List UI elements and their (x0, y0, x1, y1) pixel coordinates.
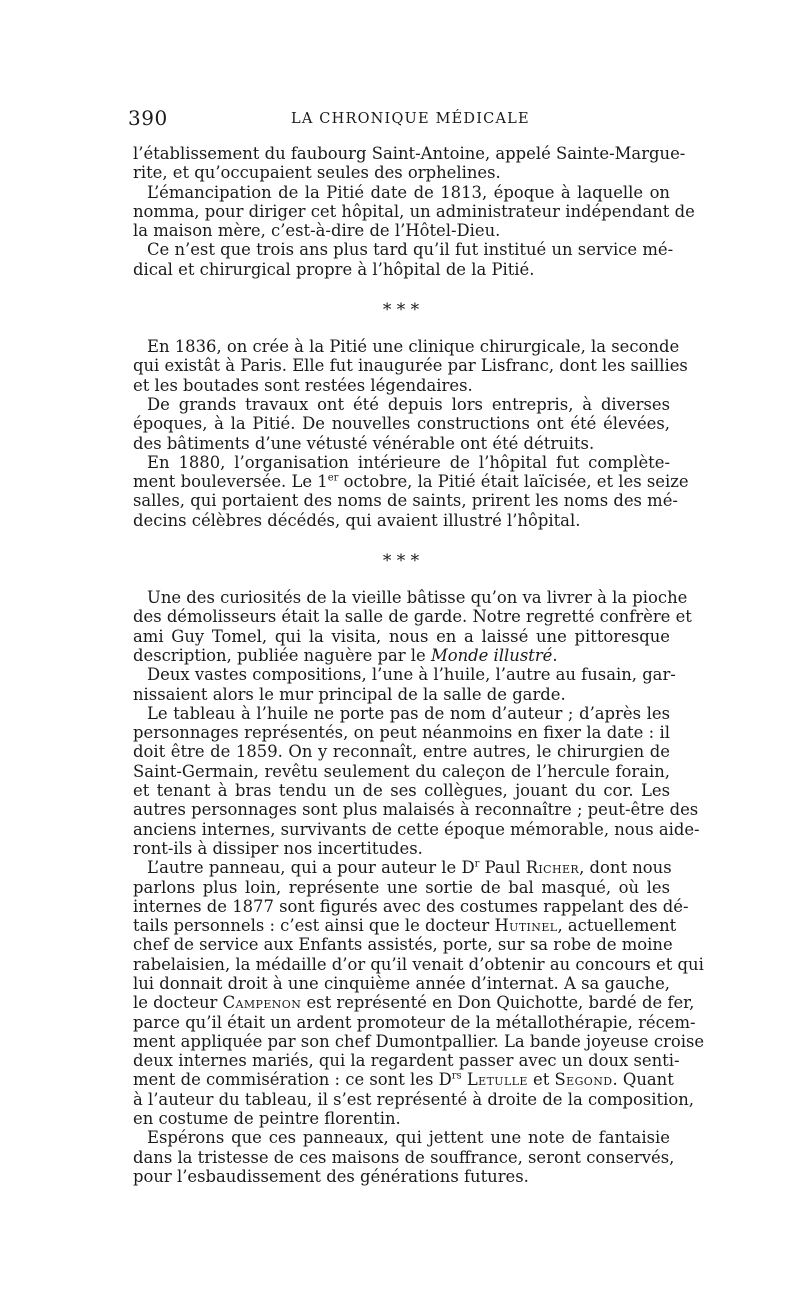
text-line: En 1880, l’organisation intérieure de l’hôpital fut complète- (147, 452, 670, 472)
text-line: la maison mère, c’est-à-dire de l’Hôtel-Dieu. (133, 221, 501, 241)
text-line: des bâtiments d’une vétusté vénérable ont été détruits. (133, 433, 595, 453)
text-line: et tenant à bras tendu un de ses collègues, jouant du cor. Les (133, 781, 670, 801)
text-line (133, 1070, 674, 1090)
text-line (133, 916, 677, 936)
text-line: En 1836, on crée à la Pitié une clinique chirurgicale, la seconde (147, 337, 680, 357)
paragraph (133, 703, 700, 858)
text-line: autres personnages sont plus malaisés à reconnaître ; peut-être des (133, 800, 699, 820)
superscript: er (327, 472, 339, 484)
paragraph (133, 1128, 675, 1186)
text-line: De grands travaux ont été depuis lors entrepris, à diverses (147, 394, 670, 414)
text-line: anciens internes, survivants de cette époque mémorable, nous aide- (133, 819, 700, 839)
paragraph (133, 665, 676, 704)
text-run: et (527, 1070, 555, 1090)
text-line: parlons plus loin, représente une sortie de bal masqué, où les (133, 877, 670, 897)
text-line: parce qu’il était un ardent promoteur de la métallothérapie, récem- (133, 1012, 696, 1032)
text-line: pour l’esbaudissement des générations futures. (133, 1166, 529, 1186)
section-separator (133, 279, 670, 337)
text-run: ment bouleversée. Le 1 (133, 472, 328, 492)
paragraph (133, 337, 688, 395)
paragraph (133, 240, 674, 279)
text-run: le docteur (133, 993, 223, 1013)
superscript: rs (451, 1071, 462, 1082)
text-line: dans la tristesse de ces maisons de souffrance, seront conservés, (133, 1147, 675, 1167)
paragraph (133, 182, 695, 241)
text-run: L’autre panneau, qui a pour auteur le D (147, 858, 475, 878)
text-run: tails personnels : c’est ainsi que le docteur (133, 916, 495, 936)
text-line: lui donnait droit à une cinquième année d’internat. A sa gauche, (133, 973, 670, 993)
text-run: ment de commisération : ce sont les D (133, 1070, 452, 1090)
text-line: ami Guy Tomel, qui la visita, nous en a laissé une pittoresque (133, 626, 670, 646)
text-line (133, 993, 695, 1013)
publication-title: Monde illustré (430, 645, 553, 665)
text-line (133, 858, 670, 877)
asterism-icon: * * * (382, 551, 421, 572)
text-line: deux internes mariés, qui la regardent passer avec un doux senti- (133, 1051, 680, 1071)
text-run: , dont nous (579, 858, 672, 878)
text-line: doit être de 1859. On y reconnaît, entre autres, le chirurgien de (133, 742, 670, 762)
text-run: description, publiée naguère par le (133, 645, 431, 665)
text-run: est représenté en Don Quichotte, bardé de fer, (301, 993, 695, 1013)
text-line: dical et chirurgical propre à l’hôpital de la Pitié. (133, 259, 535, 279)
text-run: Paul (479, 858, 526, 878)
text-line: à l’auteur du tableau, il s’est représenté à droite de la composition, (133, 1089, 695, 1109)
text-line: salles, qui portaient des noms de saints, prirent les noms des mé- (133, 491, 678, 511)
text-line: chef de service aux Enfants assistés, porte, sur sa robe de moine (133, 935, 673, 955)
text-line: decins célèbres décédés, qui avaient illustré l’hôpital. (133, 510, 581, 530)
text-run: . (552, 645, 558, 665)
text-line (133, 472, 689, 492)
text-line (133, 646, 670, 665)
body-text (133, 144, 705, 1186)
paragraph (133, 588, 692, 665)
text-line: nomma, pour diriger cet hôpital, un administrateur indépendant de (133, 201, 695, 221)
text-line: L’émancipation de la Pitié date de 1813, époque à laquelle on (147, 182, 670, 202)
text-line: Deux vastes compositions, l’une à l’huile, l’autre au fusain, gar- (147, 665, 676, 685)
text-line: rite, et qu’occupaient seules des orphelines. (133, 163, 501, 183)
paragraph (133, 144, 686, 183)
text-line: l’établissement du faubourg Saint-Antoine, appelé Sainte-Margue- (133, 144, 686, 163)
text-run: octobre, la Pitié était laïcisée, et les seize (338, 472, 689, 492)
person-name: Campenon (222, 993, 302, 1013)
text-line: en costume de peintre florentin. (133, 1109, 401, 1129)
person-name: Hutinel (494, 916, 558, 936)
text-line: Le tableau à l’huile ne porte pas de nom d’auteur ; d’après les (147, 703, 670, 723)
page-number: 390 (128, 106, 168, 130)
text-line: internes de 1877 sont figurés avec des costumes rappelant des dé- (133, 896, 689, 916)
text-line: des démolisseurs était la salle de garde. Notre regretté confrère et (133, 607, 692, 627)
text-line: Espérons que ces panneaux, qui jettent une note de fantaisie (147, 1128, 670, 1148)
text-line: qui existât à Paris. Elle fut inaugurée par Lisfranc, dont les saillies (133, 356, 688, 376)
text-line: Une des curiosités de la vieille bâtisse qu’on va livrer à la pioche (147, 588, 688, 608)
text-line: personnages représentés, on peut néanmoins en fixer la date : il (133, 723, 670, 743)
paragraph (133, 395, 670, 453)
page-header (128, 106, 673, 136)
text-line: ront-ils à dissiper nos incertitudes. (133, 838, 423, 858)
person-name: Richer (525, 858, 580, 878)
text-line: Ce n’est que trois ans plus tard qu’il fut institué un service mé- (147, 240, 674, 260)
superscript: r (474, 858, 480, 870)
running-title: LA CHRONIQUE MÉDICALE (291, 111, 530, 127)
paragraph (133, 858, 705, 1129)
section-separator (133, 530, 670, 588)
text-line: Saint-Germain, revêtu seulement du caleçon de l’hercule forain, (133, 761, 670, 781)
text-line: et les boutades sont restées légendaires. (133, 375, 473, 395)
text-line: rabelaisien, la médaille d’or qu’il venait d’obtenir au concours et qui (133, 954, 704, 974)
asterism-icon: * * * (382, 300, 421, 321)
person-name: Segond (554, 1070, 613, 1090)
text-line: ment appliquée par son chef Dumontpallier. La bande joyeuse croise (133, 1031, 705, 1051)
text-line: époques, à la Pitié. De nouvelles constructions ont été élevées, (133, 414, 670, 434)
text-run: . Quant (612, 1070, 674, 1090)
paragraph (133, 452, 689, 530)
text-line: nissaient alors le mur principal de la salle de garde. (133, 684, 566, 704)
text-run: , actuellement (557, 916, 677, 936)
person-name: Letulle (466, 1070, 528, 1090)
